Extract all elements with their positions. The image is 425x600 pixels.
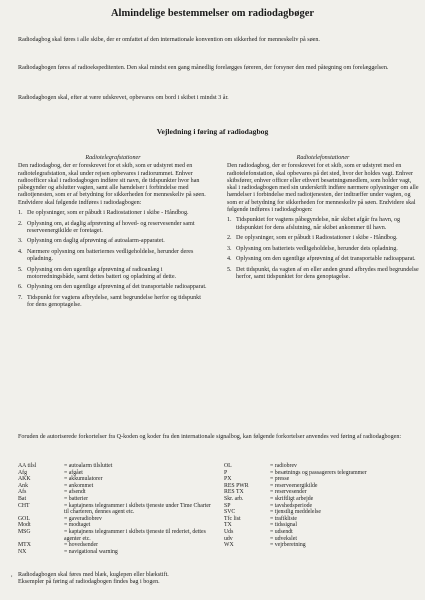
abbreviation-code: Bat bbox=[18, 495, 27, 502]
list-item-text: Oplysning om den ugentlige afprøvning af det transportable radioapparat. bbox=[27, 284, 207, 291]
list-item-number: 1. bbox=[18, 210, 23, 217]
abbreviation-row bbox=[224, 463, 419, 470]
abbreviation-definition: = vejrberetning bbox=[270, 542, 306, 549]
abbreviation-row bbox=[224, 509, 419, 516]
abbreviation-definition: = afsendt bbox=[64, 489, 86, 496]
list-item-number: 5. bbox=[227, 266, 232, 273]
footer-mark: , bbox=[11, 572, 13, 578]
section-subtitle: Vejledning i føring af radiodagbog bbox=[156, 127, 269, 136]
telegraph-list-item bbox=[18, 249, 208, 264]
telegraph-list-item bbox=[18, 284, 208, 291]
abbreviation-row bbox=[18, 463, 213, 470]
telephone-column bbox=[227, 155, 419, 284]
abbreviation-row bbox=[18, 496, 213, 503]
abbreviation-definition: = hovedsender bbox=[64, 542, 99, 549]
list-item-number: 1. bbox=[227, 217, 232, 224]
abbreviation-row bbox=[18, 529, 213, 542]
list-item-number: 2. bbox=[18, 220, 23, 227]
abbreviation-definition: = kaptajnens telegrammer i skibets tjeneste under Time Charter til charteren, dennes agent etc. bbox=[64, 502, 211, 516]
abbreviation-row bbox=[224, 489, 419, 496]
abbreviation-code: Ank bbox=[18, 482, 28, 489]
abbreviation-code: CHT bbox=[18, 502, 30, 509]
abbreviation-definition: = tavshedsperiode bbox=[270, 502, 313, 509]
abbreviation-definition: = udsendt bbox=[270, 528, 293, 535]
list-item-number: 7. bbox=[18, 294, 23, 301]
abbreviation-code: Uds bbox=[224, 528, 234, 535]
telephone-list-item bbox=[227, 217, 419, 232]
abbreviation-definition: = besætnings og passagerers telegrammer bbox=[270, 469, 367, 476]
paragraph-1: Radiodagbog skal føres i alle skibe, der er omfattet af den internationale konvention om sikkerhed for menneskeliv på søen. bbox=[18, 37, 320, 43]
list-item-number: 3. bbox=[18, 238, 23, 245]
abbreviations-left bbox=[18, 463, 213, 555]
paragraph-2: Radiodagbogen føres af radioekspeditenten. Den skal mindst een gang månedlig forelægges føreren, der forsyner den med påtegning om forelæggelsen. bbox=[18, 65, 389, 71]
page-title: Almindelige bestemmelser om radiodagbøger bbox=[110, 8, 315, 19]
telegraph-list-item bbox=[18, 221, 208, 236]
abbreviation-definition: = afgået bbox=[64, 469, 83, 476]
abbreviation-definition: = kaptajnens telegrammer i skibets tjeneste til rederiet, dettes agenter etc. bbox=[64, 528, 206, 542]
footer-line: Eksempler på føring af radiodagbogen findes bag i bogen. bbox=[18, 579, 160, 586]
abbreviation-code: RES PWR bbox=[224, 482, 249, 489]
list-item-number: 5. bbox=[18, 266, 23, 273]
list-item-number: 4. bbox=[227, 256, 232, 263]
telegraph-list-item bbox=[18, 267, 208, 282]
telegraph-list-item bbox=[18, 210, 208, 217]
telephone-list-item bbox=[227, 246, 419, 253]
list-item-text: Det tidspunkt, da vagten af en eller anden grund afbrydes med begrundelse herfor, samt tidspunktet for dens genoptagelse. bbox=[236, 266, 419, 280]
abbreviation-code: WX bbox=[224, 542, 234, 549]
list-item-text: Oplysning om, at daglig afprøvning af hoved- og reservesender samt reserveenergikilde er foretaget. bbox=[27, 220, 195, 234]
abbreviation-definition: = tjenstlig meddelelse bbox=[270, 509, 321, 516]
abbreviation-definition: = trafikliste bbox=[270, 515, 297, 522]
telegraph-heading: Radiotelegrafstationer bbox=[85, 155, 141, 161]
abbreviation-row bbox=[224, 536, 419, 543]
abbreviation-row bbox=[224, 542, 419, 549]
abbreviation-row bbox=[224, 503, 419, 510]
abbreviation-definition: = udvekslet bbox=[270, 535, 297, 542]
abbreviation-code: udv bbox=[224, 535, 233, 542]
abbreviation-code: Afs bbox=[18, 489, 27, 496]
telephone-list-item bbox=[227, 267, 419, 282]
abbreviation-code: AKK bbox=[18, 476, 31, 483]
list-item-number: 6. bbox=[18, 284, 23, 291]
abbreviation-row bbox=[224, 483, 419, 490]
list-item-text: Oplysning om den ugentlige afprøvning af radioanlæg i motorredningsbåde, samt dettes batteri og opladning af dette. bbox=[27, 266, 177, 280]
abbreviation-definition: = modtaget bbox=[64, 522, 91, 529]
abbreviation-definition: = presse bbox=[270, 476, 290, 483]
abbreviation-definition: = skriftligt arbejde bbox=[270, 495, 314, 502]
list-item-number: 3. bbox=[227, 245, 232, 252]
abbreviation-row bbox=[224, 470, 419, 477]
abbreviation-definition: = tidssignal bbox=[270, 522, 297, 529]
abbreviation-row bbox=[224, 496, 419, 503]
abbreviation-code: AA tilsl bbox=[18, 463, 37, 469]
telegraph-intro: Den radiodagbog, der er foreskrevet for et skib, som er udstyret med en radiotelegrafstation, skal under rejsen opbevares i radiorummet. Enhver radioofficer skal i radiodagbogen indføre sit navn, de tidspunkter hvor han påbegynder og afslutter vagten, samt alle hændelser i forbindelse med radiotjenesten, som er af betydning for sikkerheden for menneskeliv på søen. Endvidere skal følgende indføres i radiodagbogen: bbox=[18, 163, 206, 206]
abbreviation-row bbox=[18, 549, 213, 556]
abbreviation-code: Tfc list bbox=[224, 515, 241, 522]
abbreviation-code: MTX bbox=[18, 542, 31, 549]
abbreviation-code: Skr. arb. bbox=[224, 495, 244, 502]
list-item-text: De oplysninger, som er påbudt i Radiostationer i skibe - Håndbog. bbox=[27, 210, 189, 217]
list-item-number: 2. bbox=[227, 235, 232, 242]
abbreviation-row bbox=[18, 522, 213, 529]
abbreviation-row bbox=[18, 503, 213, 516]
abbreviation-code: SP bbox=[224, 502, 231, 509]
list-item-text: Oplysning om batteriets vedligeholdelse, herunder dets opladning. bbox=[236, 245, 398, 252]
abbreviation-code: PX bbox=[224, 476, 232, 483]
telephone-intro: Den radiodagbog, der er foreskrevet for et skib, som er udstyret med en radiotelefonstation, skal opbevares på det sted, hvor der holdes vagt. Enhver skibsfører, enhver officer eller ethvert besætningsmedlem, som holder vagt, skal i radiodagbogen med sin underskrift indføre nærmere oplysninger om alle hændelser i forbindelse med radiotjenesten, der indtræffer under vagten, og som er af betydning for sikkerheden for menneskeliv på søen. Endvidere skal følgende indføres i radiodagbogen: bbox=[227, 163, 419, 214]
list-item-text: Tidspunkt for vagtens afbrydelse, samt begrundelse herfor og tidspunkt for dens genoptagelse. bbox=[27, 294, 201, 309]
telegraph-list-item bbox=[18, 238, 208, 245]
abbreviation-code: OL bbox=[224, 463, 232, 469]
abbreviations-right bbox=[224, 463, 419, 549]
abbreviation-row bbox=[224, 476, 419, 483]
abbreviation-definition: = batterier bbox=[64, 495, 89, 502]
abbreviation-definition: = reservesender bbox=[270, 489, 307, 496]
abbreviation-definition: = akkumulatorer bbox=[64, 476, 103, 483]
abbreviation-code: Afg bbox=[18, 469, 28, 476]
abbreviation-row bbox=[224, 516, 419, 523]
list-item-text: De oplysninger, som er påbudt i Radiostationer i skibe - Håndbog. bbox=[236, 235, 398, 242]
footer-line: Radiodagbogen skal føres med blæk, kuglepen eller blækstift. bbox=[18, 572, 169, 578]
abbreviation-definition: = autoalarm tilsluttet bbox=[64, 463, 113, 469]
list-item-text: Nærmere oplysning om batteriernes vedligeholdelse, herunder deres opladning. bbox=[27, 248, 194, 263]
list-item-number: 4. bbox=[18, 248, 23, 255]
telegraph-list bbox=[18, 210, 208, 309]
footer-notes bbox=[18, 572, 410, 587]
abbreviation-code: RES TX bbox=[224, 489, 244, 496]
abbreviation-row bbox=[224, 529, 419, 536]
abbreviation-definition: = ankommet bbox=[64, 482, 94, 489]
list-item-text: Oplysning om den ugentlige afprøvning af det transportable radioapparat. bbox=[236, 256, 416, 263]
telephone-list bbox=[227, 217, 419, 281]
telegraph-list-item bbox=[18, 295, 208, 310]
abbreviation-code: GOL bbox=[18, 515, 30, 522]
telephone-heading: Radiotelefonstationer bbox=[296, 155, 350, 161]
abbreviation-definition: = reserveenergikilde bbox=[270, 482, 318, 489]
abbreviation-code: MSG bbox=[18, 528, 31, 535]
abbreviation-code: TX bbox=[224, 522, 232, 529]
abbreviation-row bbox=[18, 516, 213, 523]
abbreviation-definition: = navigational warning bbox=[64, 548, 118, 555]
list-item-text: Tidspunktet for vagtens påbegyndelse, når skibet afgår fra havn, og tidspunktet for dens afslutning, når skibet ankommer til havn. bbox=[236, 217, 401, 231]
list-item-text: Oplysning om daglig afprøvning af autoalarm-apparatet. bbox=[27, 238, 165, 245]
telephone-list-item bbox=[227, 235, 419, 242]
paragraph-3: Radiodagbogen skal, efter at være udskrevet, opbevares om bord i skibet i mindst 3 år. bbox=[18, 95, 229, 101]
abbreviation-row bbox=[224, 522, 419, 529]
telegraph-column bbox=[18, 155, 208, 313]
abbreviation-code: Modt bbox=[18, 522, 31, 529]
abbreviation-row bbox=[18, 470, 213, 477]
telephone-list-item bbox=[227, 256, 419, 263]
abbreviation-code: NX bbox=[18, 548, 27, 555]
abbreviation-code: SVC bbox=[224, 509, 236, 516]
abbreviation-row bbox=[18, 489, 213, 496]
abbreviations-intro: Foruden de autoriserede forkortelser fra Q-koden og koder fra den internationale signalbog, kan følgende forkortelser anvendes ved føring af radiodagbogen: bbox=[18, 434, 402, 440]
abbreviation-row bbox=[18, 483, 213, 490]
abbreviation-code: P bbox=[224, 469, 228, 476]
abbreviation-row bbox=[18, 542, 213, 549]
abbreviation-definition: = radiobrev bbox=[270, 463, 297, 469]
abbreviation-definition: = gaveradiobrev bbox=[64, 515, 102, 522]
abbreviation-row bbox=[18, 476, 213, 483]
